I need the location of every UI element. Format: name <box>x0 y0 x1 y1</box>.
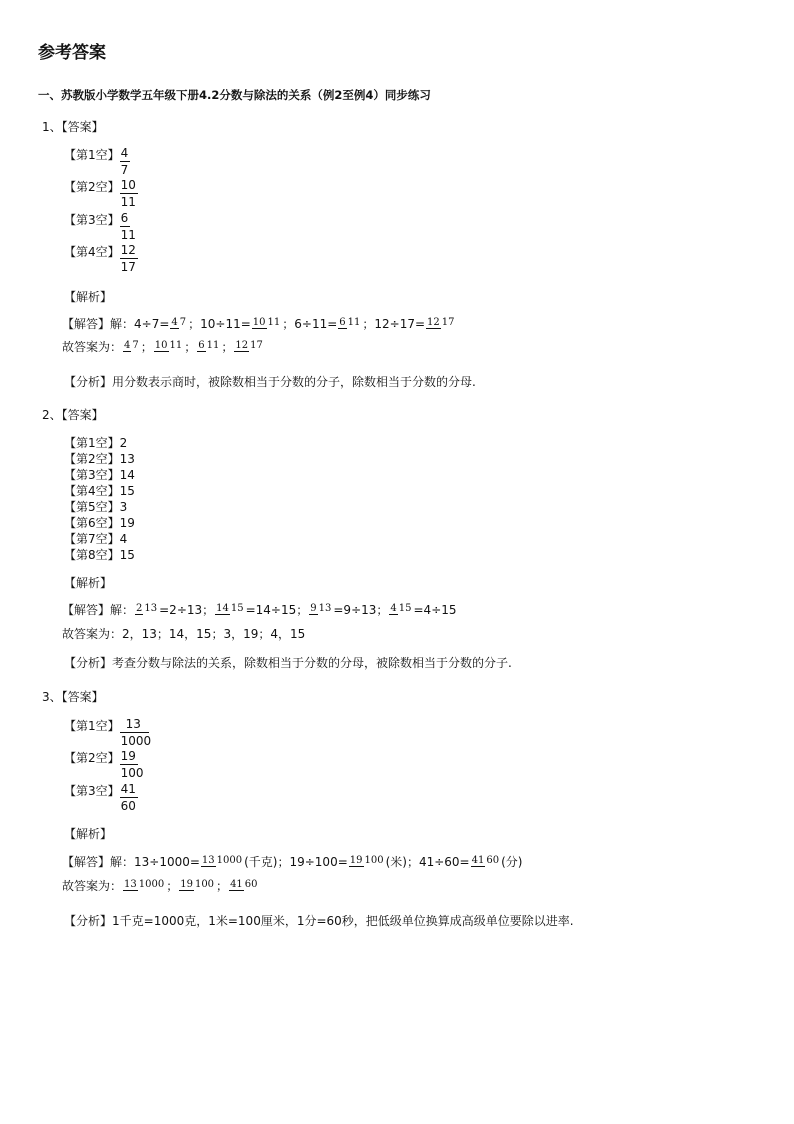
fraction-numerator: 41 <box>471 855 485 866</box>
blank-fraction <box>120 211 138 242</box>
fraction-denominator: 17 <box>250 340 263 351</box>
q1-blank-3 <box>64 211 138 242</box>
fraction-numerator: 10 <box>120 178 136 192</box>
solution-text: (米)；41÷60= <box>385 855 470 869</box>
fraction-denominator: 11 <box>120 195 136 209</box>
q2-blank-7: 【第7空】4 <box>64 532 128 546</box>
solution-fraction <box>349 856 385 867</box>
blank-label: 【第4空】 <box>64 245 120 259</box>
final-fraction <box>123 880 165 891</box>
q2-blank-1: 【第1空】2 <box>64 436 128 450</box>
blank-label: 【第1空】 <box>64 719 120 733</box>
blank-label: 【第1空】 <box>64 148 120 162</box>
fraction-denominator: 60 <box>486 855 500 866</box>
q1-solution <box>62 315 457 332</box>
fraction-denominator: 11 <box>347 317 361 328</box>
fraction-numerator: 4 <box>171 317 178 328</box>
solution-text: 【解答】解： <box>62 603 135 617</box>
q1-analysis-label: 【解析】 <box>64 290 113 304</box>
fraction-numerator: 2 <box>136 603 143 614</box>
blank-fraction <box>120 146 131 177</box>
q1-final-answer <box>62 338 265 355</box>
solution-fraction <box>309 604 332 615</box>
q2-blank-6: 【第6空】19 <box>64 516 135 530</box>
solution-text: =4÷15 <box>413 602 457 617</box>
fraction-numerator: 13 <box>201 855 215 866</box>
fraction-numerator: 41 <box>230 879 243 890</box>
fraction-denominator: 15 <box>230 603 244 614</box>
section-heading: 一、苏教版小学数学五年级下册4.2分数与除法的关系（例2至例4）同步练习 <box>38 88 431 102</box>
q1-note: 【分析】用分数表示商时，被除数相当于分数的分子，除数相当于分数的分母. <box>64 375 476 389</box>
solution-fraction <box>389 604 412 615</box>
solution-text: ；6÷11= <box>282 317 338 331</box>
solution-text: (千克)；19÷100= <box>244 855 348 869</box>
final-text: ； <box>140 340 153 354</box>
question-2-heading: 2、【答案】 <box>42 408 104 422</box>
final-text: ； <box>166 879 179 893</box>
blank-label: 【第2空】 <box>64 751 120 765</box>
q3-solution <box>62 853 522 870</box>
question-3-heading: 3、【答案】 <box>42 690 104 704</box>
fraction-numerator: 4 <box>124 340 131 351</box>
fraction-numerator: 12 <box>235 340 249 351</box>
fraction-numerator: 6 <box>198 340 205 351</box>
q2-note: 【分析】考查分数与除法的关系，除数相当于分数的分母，被除数相当于分数的分子. <box>64 656 512 670</box>
fraction-numerator: 10 <box>252 317 266 328</box>
blank-fraction <box>120 749 146 780</box>
fraction-numerator: 19 <box>120 749 136 763</box>
q2-blank-5: 【第5空】3 <box>64 500 128 514</box>
solution-text: 【解答】解：13÷1000= <box>62 855 200 869</box>
fraction-numerator: 12 <box>427 317 440 328</box>
fraction-numerator: 14 <box>216 603 229 614</box>
blank-label: 【第3空】 <box>64 213 120 227</box>
q3-blank-1 <box>64 717 153 748</box>
q2-blank-2: 【第2空】13 <box>64 452 135 466</box>
solution-text: =2÷13； <box>159 603 215 617</box>
q1-blank-2 <box>64 178 138 209</box>
fraction-numerator: 13 <box>124 879 137 890</box>
fraction-numerator: 6 <box>120 211 129 225</box>
solution-text: =9÷13； <box>333 603 389 617</box>
blank-fraction <box>120 178 138 209</box>
question-1-heading: 1、【答案】 <box>42 120 104 134</box>
q3-blank-3 <box>64 782 138 813</box>
solution-text: ；12÷17= <box>362 317 426 331</box>
fraction-denominator: 7 <box>179 317 187 328</box>
fraction-numerator: 19 <box>180 879 193 890</box>
fraction-numerator: 4 <box>390 603 397 614</box>
blank-fraction <box>120 243 138 274</box>
final-text: 故答案为： <box>62 879 123 893</box>
fraction-denominator: 11 <box>120 228 136 242</box>
blank-fraction <box>120 717 154 748</box>
final-fraction <box>123 341 140 352</box>
fraction-denominator: 60 <box>244 879 258 890</box>
q2-blank-4: 【第4空】15 <box>64 484 135 498</box>
solution-text: =14÷15； <box>245 603 309 617</box>
fraction-numerator: 19 <box>349 855 363 866</box>
final-fraction <box>154 341 183 352</box>
q3-analysis-label: 【解析】 <box>64 827 113 841</box>
solution-fraction <box>252 318 281 329</box>
fraction-denominator: 100 <box>364 855 384 866</box>
fraction-denominator: 1000 <box>138 879 165 890</box>
fraction-denominator: 13 <box>144 603 158 614</box>
solution-fraction <box>338 318 361 329</box>
fraction-numerator: 4 <box>120 146 129 160</box>
blank-label: 【第3空】 <box>64 784 120 798</box>
fraction-numerator: 6 <box>339 317 346 328</box>
q3-blank-2 <box>64 749 146 780</box>
fraction-numerator: 12 <box>120 243 136 257</box>
solution-fraction <box>135 604 158 615</box>
fraction-numerator: 13 <box>120 717 149 733</box>
final-fraction <box>234 341 263 352</box>
q3-final-answer <box>62 877 260 894</box>
fraction-denominator: 11 <box>169 340 183 351</box>
solution-fraction <box>426 318 455 329</box>
fraction-denominator: 7 <box>132 340 139 351</box>
final-fraction <box>229 880 258 891</box>
blank-label: 【第2空】 <box>64 180 120 194</box>
fraction-numerator: 41 <box>120 782 136 796</box>
final-text: 故答案为： <box>62 340 123 354</box>
fraction-denominator: 11 <box>206 340 220 351</box>
solution-text: (分) <box>501 855 523 869</box>
solution-text: 【解答】解：4÷7= <box>62 317 170 331</box>
final-text: ； <box>184 340 197 354</box>
fraction-denominator: 11 <box>267 317 281 328</box>
fraction-numerator: 10 <box>154 340 168 351</box>
q3-note: 【分析】1千克=1000克，1米=100厘米，1分=60秒，把低级单位换算成高级单位要除以进率. <box>64 914 574 928</box>
fraction-denominator: 13 <box>318 603 332 614</box>
solution-fraction <box>170 318 187 329</box>
blank-fraction <box>120 782 138 813</box>
page-title: 参考答案 <box>38 43 106 63</box>
fraction-denominator: 60 <box>120 799 136 813</box>
fraction-denominator: 7 <box>120 163 129 177</box>
final-text: ； <box>216 879 229 893</box>
fraction-denominator: 1000 <box>216 855 243 866</box>
final-text: ； <box>221 340 234 354</box>
q2-final-answer: 故答案为：2，13；14，15；3，19；4，15 <box>62 627 306 641</box>
fraction-denominator: 100 <box>194 879 215 890</box>
solution-fraction <box>215 604 244 615</box>
fraction-denominator: 1000 <box>120 734 152 748</box>
fraction-denominator: 100 <box>120 766 144 780</box>
fraction-denominator: 17 <box>120 260 136 274</box>
q2-solution <box>62 601 457 618</box>
q1-blank-4 <box>64 243 138 274</box>
solution-text: ；10÷11= <box>188 317 251 331</box>
final-fraction <box>197 341 220 352</box>
final-fraction <box>179 880 215 891</box>
solution-fraction <box>201 856 243 867</box>
fraction-denominator: 17 <box>441 317 455 328</box>
q2-blank-3: 【第3空】14 <box>64 468 135 482</box>
q2-blank-8: 【第8空】15 <box>64 548 135 562</box>
q2-analysis-label: 【解析】 <box>64 576 113 590</box>
q1-blank-1 <box>64 146 130 177</box>
solution-fraction <box>471 856 500 867</box>
fraction-denominator: 15 <box>398 603 412 614</box>
fraction-numerator: 9 <box>310 603 317 614</box>
